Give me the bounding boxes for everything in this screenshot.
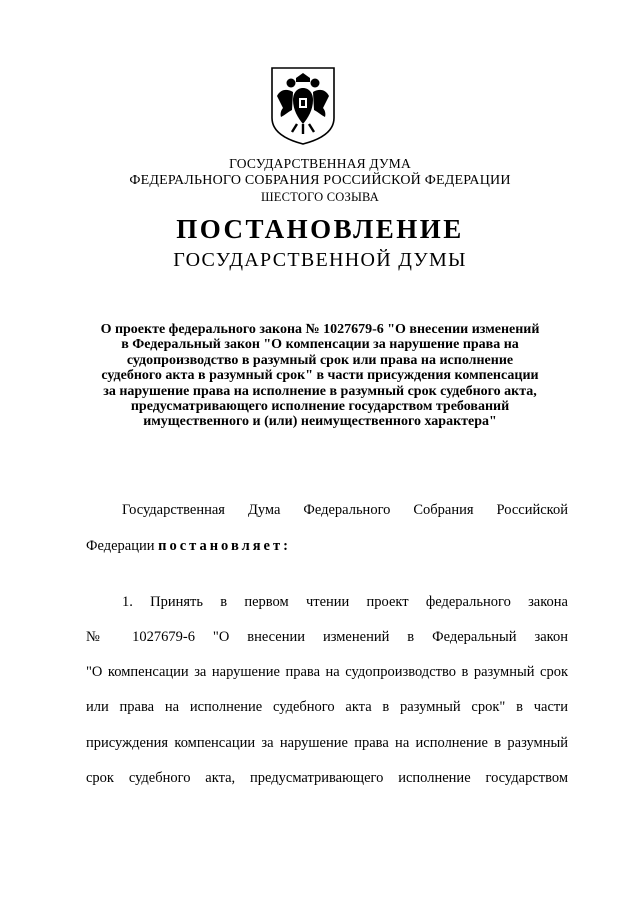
- subject-line: имущественного и (или) неимущественного характера": [143, 414, 497, 430]
- document-subtitle: ГОСУДАРСТВЕННОЙ ДУМЫ: [173, 249, 467, 271]
- subject-line: за нарушение права на исполнение в разумный срок судебного акта,: [103, 383, 537, 399]
- body-paragraph-2-line: присуждения компенсации за нарушение права на исполнение в разумный: [86, 735, 568, 751]
- body-paragraph-2-line: срок судебного акта, предусматривающего исполнение государством: [86, 770, 568, 786]
- body-paragraph-2-line: № 1027679-6 "О внесении изменений в Федеральный закон: [86, 629, 568, 645]
- resolves-keyword: постановляет:: [158, 538, 291, 554]
- header-line-duma: ГОСУДАРСТВЕННАЯ ДУМА: [229, 156, 411, 171]
- subject-line: судебного акта в разумный срок" в части присуждения компенсации: [101, 368, 539, 384]
- body-text: Федерации: [86, 538, 159, 554]
- body-paragraph-2-line: или права на исполнение судебного акта в разумный срок" в части: [86, 699, 568, 715]
- body-paragraph-2-line: 1. Принять в первом чтении проект федерального закона: [122, 594, 568, 610]
- document-title: ПОСТАНОВЛЕНИЕ: [176, 214, 464, 244]
- body-paragraph-1-line-1: Государственная Дума Федерального Собрания Российской: [122, 502, 568, 518]
- body-paragraph-2-line: "О компенсации за нарушение права на судопроизводство в разумный срок: [86, 664, 568, 680]
- resolution-subject: [70, 322, 570, 430]
- subject-line: судопроизводство в разумный срок или права на исполнение: [126, 352, 514, 368]
- header-line-federal-assembly: ФЕДЕРАЛЬНОГО СОБРАНИЯ РОССИЙСКОЙ ФЕДЕРАЦИИ: [129, 173, 511, 188]
- header-line-convocation: ШЕСТОГО СОЗЫВА: [260, 190, 380, 204]
- subject-line: предусматривающего исполнение государством требований: [130, 399, 510, 415]
- subject-line: в Федеральный закон "О компенсации за нарушение права на: [121, 337, 519, 353]
- subject-line: О проекте федерального закона № 1027679-6 "О внесении изменений: [100, 322, 540, 337]
- coat-of-arms-emblem-icon: [268, 66, 338, 146]
- body-paragraph-1-line-2: [86, 539, 568, 554]
